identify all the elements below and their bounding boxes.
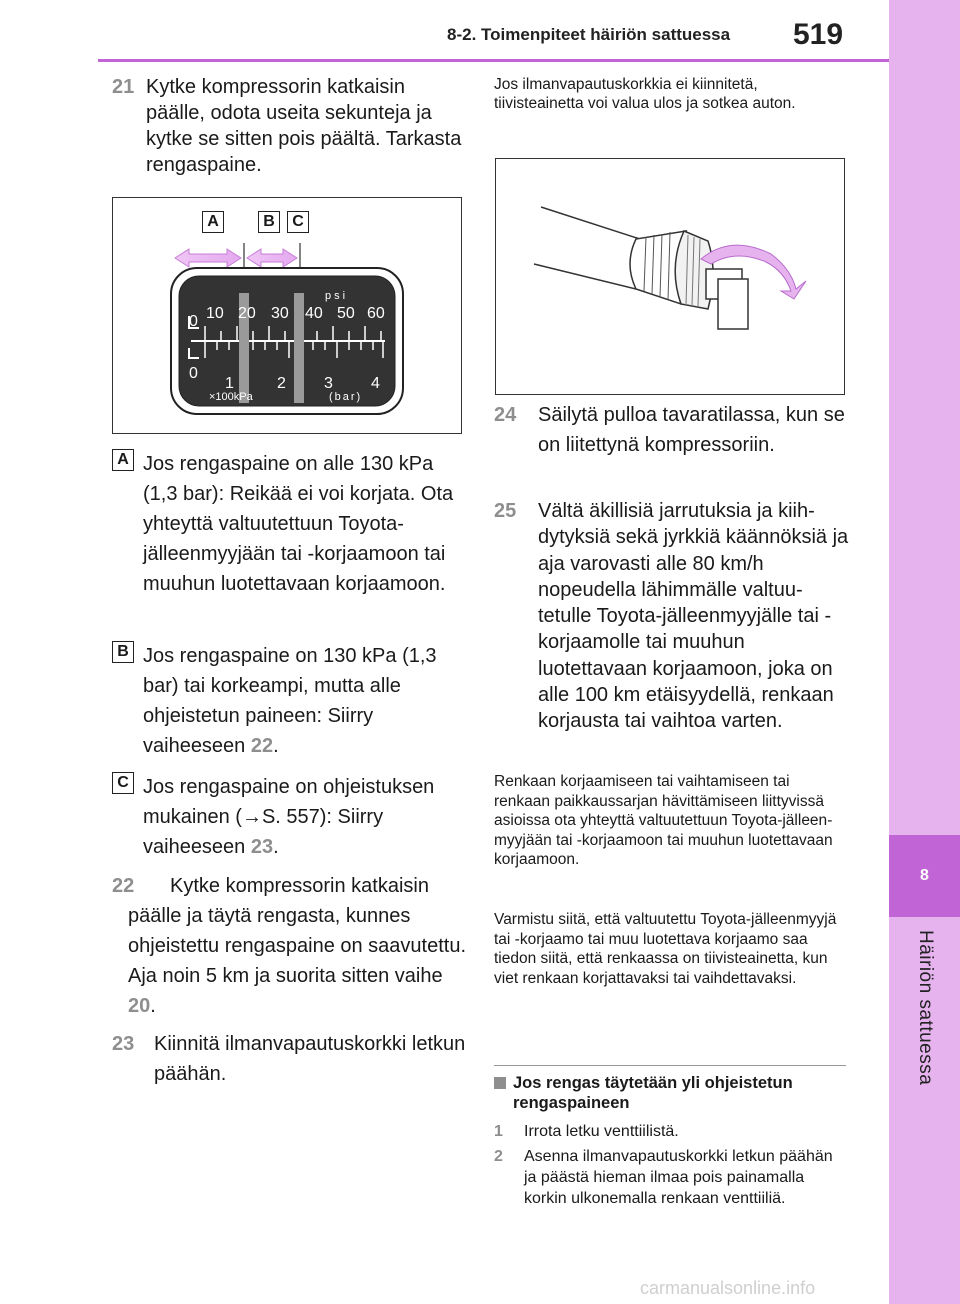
step-number: 25 — [494, 500, 517, 522]
bar-tick-3: 3 — [324, 375, 333, 392]
bar-tick-1: 1 — [225, 375, 234, 392]
step-number: 21 — [112, 76, 135, 98]
chapter-number: 8 — [920, 867, 929, 884]
step-text: Asenna ilmanvapautuskorkki letkun päähän ja päästä hieman ilmaa pois painamalla korkin ulkonemalla renkaan venttiiliä. — [524, 1148, 833, 1207]
paragraph-c-mid: ): Siirry vaiheeseen — [143, 806, 384, 858]
paragraph-b-text: Jos rengaspaine on 130 kPa (1,3 bar) tai korkeampi, mutta alle ohjeistetun paineen: Siirry vaiheeseen — [143, 645, 437, 757]
step-number: 23 — [112, 1033, 135, 1055]
bar-tick-4: 4 — [371, 375, 380, 392]
paragraph-c-text: Jos rengaspaine on ohjeistuksen mukainen ( — [143, 776, 435, 828]
cap-warning-note: Jos ilmanvapautuskorkkia ei kiinnitetä, tiivisteainetta voi valua ulos ja sotkea auton. — [494, 76, 796, 112]
pressure-gauge-figure — [112, 197, 462, 434]
psi-tick-30: 30 — [271, 305, 289, 322]
bar-unit-label: (bar) — [329, 391, 363, 403]
step-22-end: . — [150, 995, 156, 1017]
overinflation-title: Jos rengas täytetään yli ohjeistetun rengaspaineen — [513, 1074, 793, 1112]
step-24 — [494, 400, 849, 460]
paragraph-c — [143, 772, 463, 862]
step-number: 2 — [494, 1148, 503, 1165]
overinflation-step-2 — [494, 1146, 846, 1209]
pressure-gauge-illustration — [113, 198, 461, 433]
psi-tick-0: 0 — [189, 313, 198, 330]
psi-tick-50: 50 — [337, 305, 355, 322]
chapter-number-box — [889, 835, 960, 917]
gauge-marker-a: A — [202, 211, 224, 233]
step-reference-23[interactable]: 23 — [250, 836, 274, 858]
step-text: Irrota letku venttiilistä. — [524, 1123, 679, 1140]
step-number: 22 — [112, 875, 135, 897]
psi-tick-40: 40 — [305, 305, 323, 322]
gauge-marker-b: B — [258, 211, 280, 233]
paragraph-marker-b: B — [112, 641, 134, 663]
page-number: 519 — [793, 18, 844, 51]
square-bullet-icon — [494, 1077, 506, 1089]
paragraph-c-end: . — [273, 836, 279, 858]
step-number: 24 — [494, 404, 517, 426]
gauge-marker-c: C — [287, 211, 309, 233]
step-text: Säilytä pulloa tavaratilassa, kun se on liitettynä kompressoriin. — [538, 404, 845, 456]
hose-cap-figure — [495, 158, 845, 395]
paragraph-b-end: . — [273, 735, 279, 757]
hose-cap-illustration — [496, 159, 844, 394]
watermark: carmanualsonline.info — [640, 1278, 816, 1298]
step-25 — [494, 498, 849, 735]
arrow-icon: → — [241, 806, 262, 828]
overinflation-heading — [494, 1073, 846, 1113]
section-divider — [494, 1065, 846, 1066]
step-text — [112, 871, 467, 1021]
psi-unit-label: psi — [325, 290, 349, 302]
step-21 — [112, 74, 462, 178]
sealant-note: Varmistu siitä, että valtuutettu Toyota-jälleenmyyjä tai -korjaamo tai muu luotettava korjaamo saa tiedon siitä, että renkaassa on tiivisteainetta, kun viet renkaan korjattavaksi tai vaihdettavaksi. — [494, 911, 837, 987]
chapter-label-box — [895, 930, 955, 1260]
paragraph-marker-c: C — [112, 772, 134, 794]
step-reference-22[interactable]: 22 — [250, 735, 274, 757]
psi-tick-20: 20 — [238, 305, 256, 322]
step-number: 1 — [494, 1123, 503, 1140]
step-reference-20[interactable]: 20 — [128, 995, 151, 1017]
paragraph-marker-a: A — [112, 449, 134, 471]
header-rule — [98, 59, 889, 62]
bar-tick-2: 2 — [277, 375, 286, 392]
page-link-557[interactable]: S. 557 — [261, 806, 320, 828]
step-22 — [112, 871, 467, 1021]
overinflation-step-1 — [494, 1121, 846, 1142]
psi-tick-60: 60 — [367, 305, 385, 322]
psi-tick-10: 10 — [206, 305, 224, 322]
chapter-label: Häiriön sattuessa — [915, 930, 936, 1086]
section-title: 8-2. Toimenpiteet häiriön sattuessa — [447, 25, 731, 44]
paragraph-a: Jos rengaspaine on alle 130 kPa (1,3 bar): Reikää ei voi korjata. Ota yhteyttä valtuutettuun Toyota-jälleenmyyjään tai -korjaamoon tai muuhun luotettavaan korjaamoon. — [143, 453, 454, 595]
kpa-unit-label: ×100kPa — [209, 391, 253, 403]
step-text: Kiinnitä ilmanvapautuskorkki letkun päähän. — [154, 1033, 466, 1085]
step-23 — [112, 1029, 467, 1089]
paragraph-b — [143, 641, 463, 761]
step-text: Kytke kompressorin katkaisin päälle, odota useita sekunteja ja kytke se sitten pois päältä. Tarkasta rengaspaine. — [146, 76, 462, 176]
repair-note: Renkaan korjaamiseen tai vaihtamiseen tai renkaan paikkaussarjan hävittämiseen liittyvissä asioissa ota yhteyttä valtuutettuun Toyota-jälleenmyyjään tai -korjaamoon tai muuhun luotettavaan korjaamoon. — [494, 773, 833, 868]
step-22-text: Kytke kompressorin katkaisin päälle ja täytä rengasta, kunnes ohjeistettu rengaspaine on saavutettu. Aja noin 5 km ja suorita sitten vaihe — [128, 875, 467, 987]
step-text: Vältä äkillisiä jarrutuksia ja kiihdytyksiä sekä jyrkkiä käännöksiä ja aja varovasti alle 80 km/h nopeudella lähimmälle valtuutetulle Toyota-jälleenmyyjälle tai -korjaamolle tai muuhun luotettavaan korjaamoon, joka on alle 100 km etäisyydellä, renkaan korjausta tai vaihtoa varten. — [538, 500, 849, 733]
bar-tick-0: 0 — [189, 365, 198, 382]
